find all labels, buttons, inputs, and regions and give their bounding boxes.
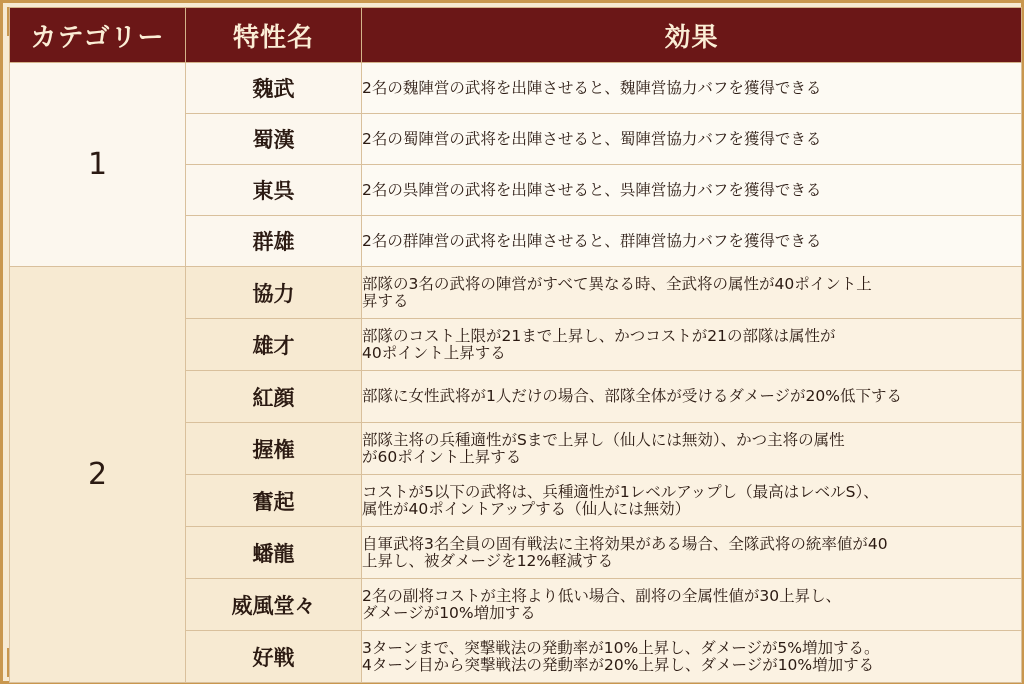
header-trait-name: 特性名 [186, 8, 362, 63]
trait-name: 紅顔 [186, 371, 362, 423]
category-cell: 2 [10, 267, 186, 683]
header-row [10, 8, 1022, 63]
traits-table [9, 7, 1022, 683]
trait-name: 魏武 [186, 63, 362, 114]
trait-effect: 2名の魏陣営の武将を出陣させると、魏陣営協力バフを獲得できる [362, 63, 1022, 114]
trait-effect: 2名の群陣営の武将を出陣させると、群陣営協力バフを獲得できる [362, 216, 1022, 267]
trait-effect: コストが5以下の武将は、兵種適性が1レベルアップし（最高はレベルS）、 属性が40ポイントアップする（仙人には無効） [362, 475, 1022, 527]
trait-name: 奮起 [186, 475, 362, 527]
trait-name: 東呉 [186, 165, 362, 216]
trait-name: 雄才 [186, 319, 362, 371]
trait-effect: 2名の蜀陣営の武将を出陣させると、蜀陣営協力バフを獲得できる [362, 114, 1022, 165]
trait-name: 群雄 [186, 216, 362, 267]
trait-effect: 自軍武将3名全員の固有戦法に主将効果がある場合、全隊武将の統率値が40 上昇し、被ダメージを12%軽減する [362, 527, 1022, 579]
trait-name: 協力 [186, 267, 362, 319]
trait-effect: 部隊主将の兵種適性がSまで上昇し（仙人には無効）、かつ主将の属性 が60ポイント上昇する [362, 423, 1022, 475]
trait-effect: 部隊に女性武将が1人だけの場合、部隊全体が受けるダメージが20%低下する [362, 371, 1022, 423]
category-cell: 1 [10, 63, 186, 267]
trait-name: 握権 [186, 423, 362, 475]
trait-effect: 2名の呉陣営の武将を出陣させると、呉陣営協力バフを獲得できる [362, 165, 1022, 216]
trait-effect: 部隊の3名の武将の陣営がすべて異なる時、全武将の属性が40ポイント上 昇する [362, 267, 1022, 319]
trait-effect: 2名の副将コストが主将より低い場合、副将の全属性値が30上昇し、 ダメージが10%増加する [362, 579, 1022, 631]
trait-effect: 部隊のコスト上限が21まで上昇し、かつコストが21の部隊は属性が 40ポイント上昇する [362, 319, 1022, 371]
trait-name: 威風堂々 [186, 579, 362, 631]
table-row [10, 63, 1022, 114]
trait-name: 蜀漢 [186, 114, 362, 165]
trait-effect: 3ターンまで、突撃戦法の発動率が10%上昇し、ダメージが5%増加する。 4ターン目から突撃戦法の発動率が20%上昇し、ダメージが10%増加する [362, 631, 1022, 683]
trait-name: 好戦 [186, 631, 362, 683]
header-effect: 効果 [362, 8, 1022, 63]
trait-name: 蟠龍 [186, 527, 362, 579]
header-category: カテゴリー [10, 8, 186, 63]
table-row [10, 267, 1022, 319]
